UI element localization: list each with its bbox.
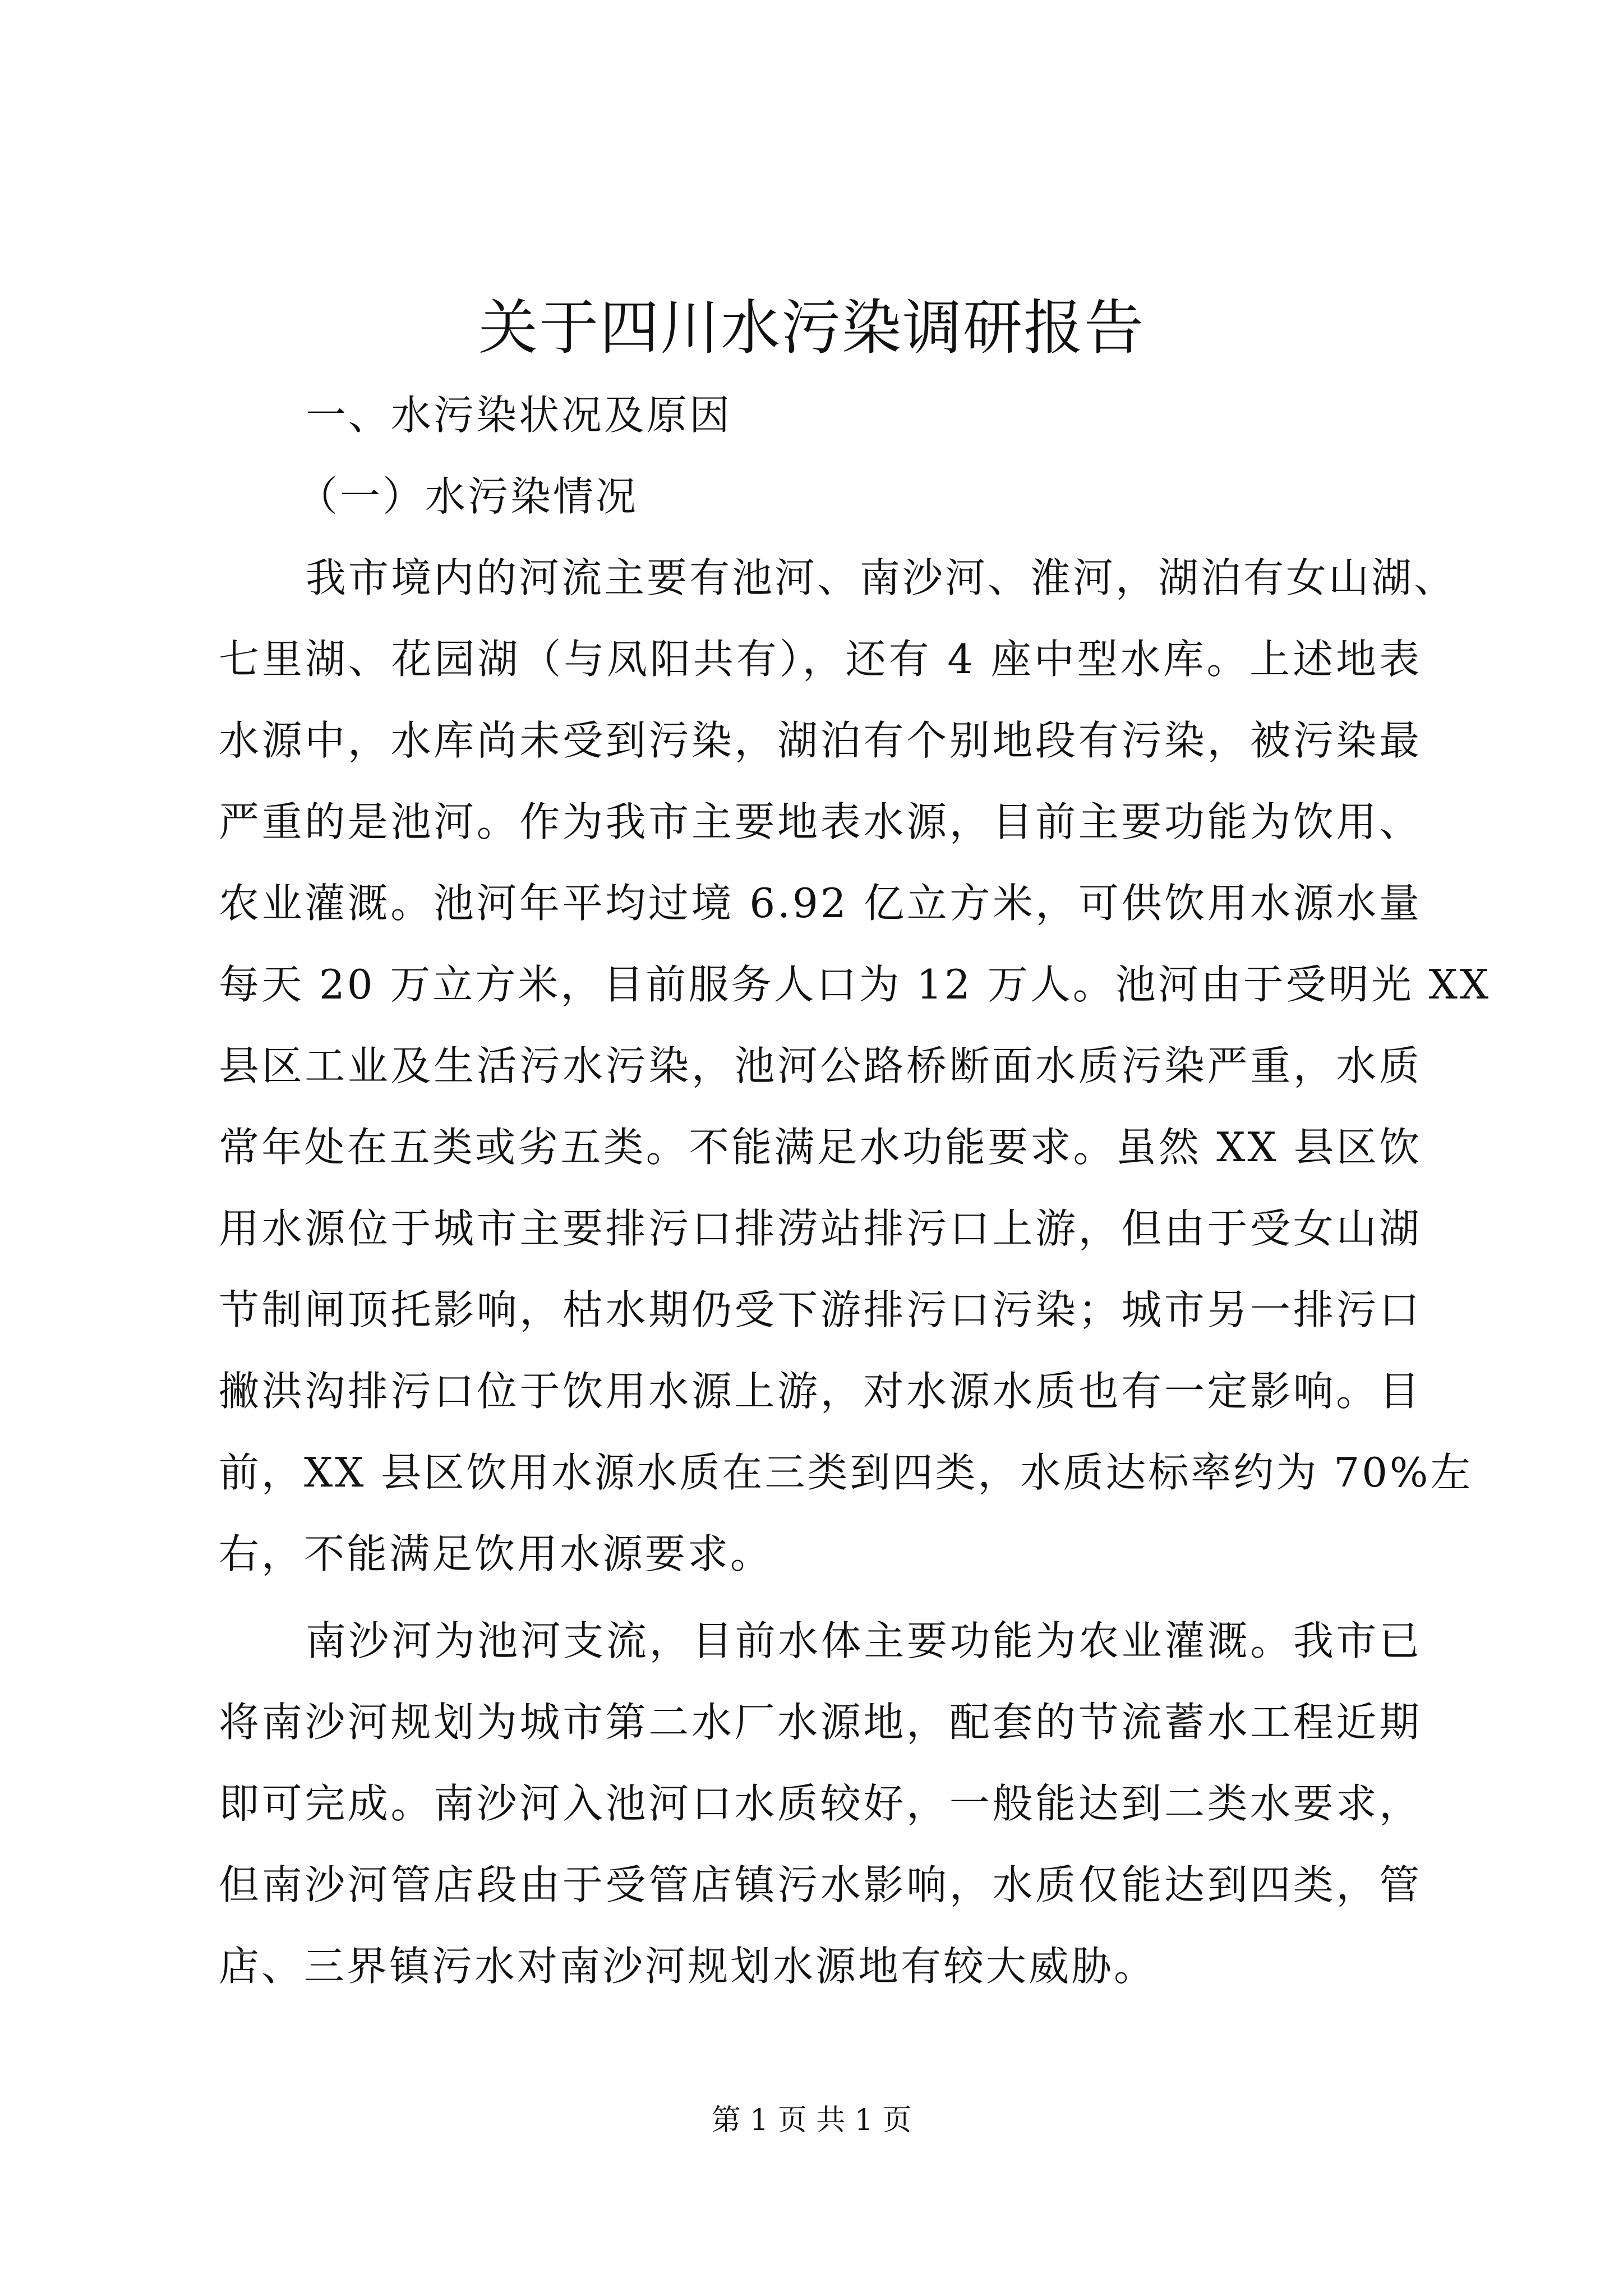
paragraph-line: 农业灌溉。池河年平均过境 6.92 亿立方米，可供饮用水源水量 <box>219 880 1422 927</box>
section-heading: 一、水污染状况及原因 <box>306 392 732 439</box>
page-footer: 第 1 页 共 1 页 <box>711 2104 912 2137</box>
paragraph-line: 严重的是池河。作为我市主要地表水源，目前主要功能为饮用、 <box>219 798 1422 845</box>
document-title: 关于四川水污染调研报告 <box>478 293 1145 362</box>
paragraph-line: 即可完成。南沙河入池河口水质较好，一般能达到二类水要求， <box>219 1780 1422 1827</box>
paragraph-line: 撇洪沟排污口位于饮用水源上游，对水源水质也有一定影响。目 <box>219 1368 1422 1415</box>
paragraph-line: 每天 20 万立方米，目前服务人口为 12 万人。池河由于受明光 XX <box>219 961 1491 1008</box>
paragraph-line: 但南沙河管店段由于受管店镇污水影响，水质仅能达到四类，管 <box>219 1861 1422 1908</box>
paragraph-line: 店、三界镇污水对南沙河规划水源地有较大威胁。 <box>219 1943 1157 1990</box>
paragraph-line: 将南沙河规划为城市第二水厂水源地，配套的节流蓄水工程近期 <box>219 1699 1422 1746</box>
paragraph-line: 右，不能满足饮用水源要求。 <box>219 1530 773 1577</box>
subsection-heading: （一）水污染情况 <box>297 473 639 520</box>
paragraph-line: 南沙河为池河支流，目前水体主要功能为农业灌溉。我市已 <box>306 1617 1422 1664</box>
paragraph-line: 前，XX 县区饮用水源水质在三类到四类，水质达标率约为 70%左 <box>219 1449 1473 1496</box>
paragraph-line: 水源中，水库尚未受到污染，湖泊有个别地段有污染，被污染最 <box>219 717 1422 764</box>
paragraph-line: 用水源位于城市主要排污口排涝站排污口上游，但由于受女山湖 <box>219 1205 1422 1252</box>
paragraph-line: 节制闸顶托影响，枯水期仍受下游排污口污染；城市另一排污口 <box>219 1286 1422 1333</box>
paragraph-line: 七里湖、花园湖（与凤阳共有），还有 4 座中型水库。上述地表 <box>219 636 1422 683</box>
paragraph-line: 常年处在五类或劣五类。不能满足水功能要求。虽然 XX 县区饮 <box>219 1124 1422 1171</box>
paragraph-line: 我市境内的河流主要有池河、南沙河、淮河，湖泊有女山湖、 <box>306 554 1457 601</box>
paragraph-line: 县区工业及生活污水污染，池河公路桥断面水质污染严重，水质 <box>219 1042 1422 1089</box>
